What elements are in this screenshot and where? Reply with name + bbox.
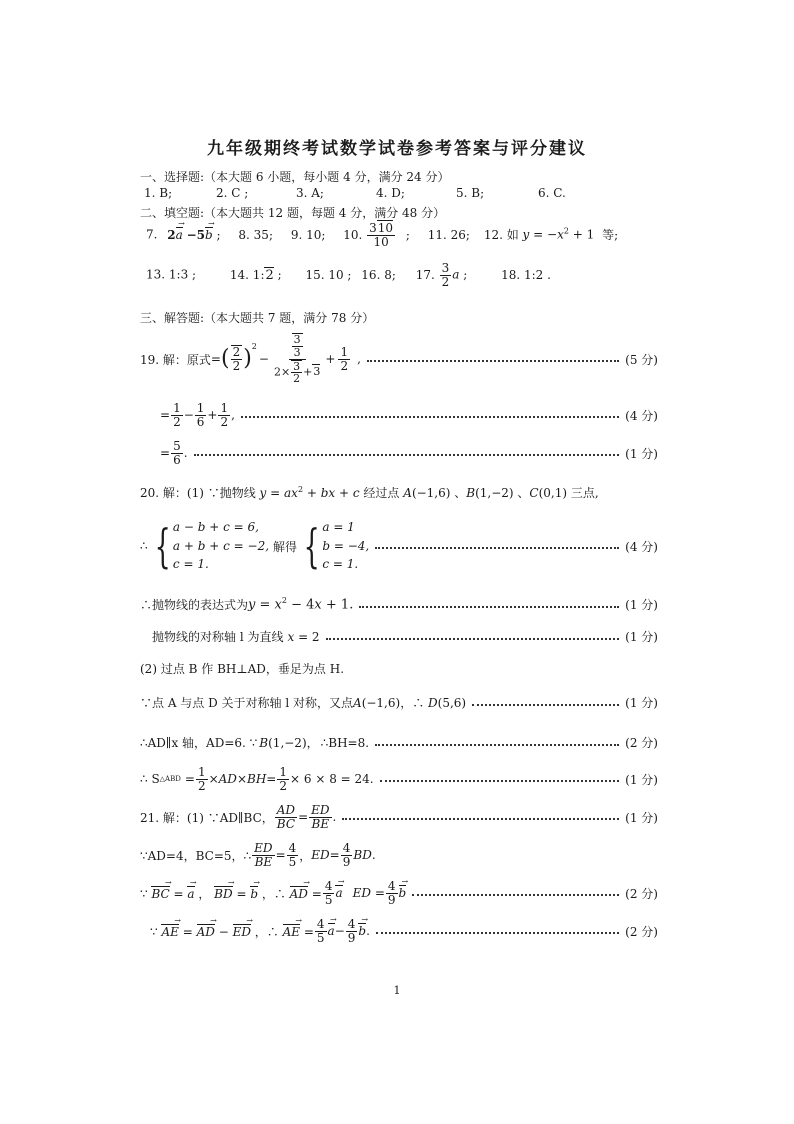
q19-line-1: 19. 解：原式 = ( $\frac{2}{2}$ ) $^2$ − $\frac{3}{3}$ 2× $\frac{3}{2}$ +3 + $\frac{1}{2}$ , (5 分) xyxy=(140,333,658,386)
q20-dots-5 xyxy=(375,744,619,746)
fill-row-1: 7. 2a → −5b → ; 8. 35; 9. 10; 10. $\frac{310}{10}$ ; 11. 26; 12. 如 $y = -x^2 + 1$ 等; xyxy=(146,222,618,248)
q20-line-1: 20. 解：(1) ∵抛物线 $y = ax^2$ + bx + c 经过点 A(−1,6) 、B(1,−2) 、C(0,1) 三点, xyxy=(140,485,599,500)
answer-5: 5. B; xyxy=(456,186,485,200)
q20-area-label: ∴ S xyxy=(140,772,160,786)
q21-line-3: ∵ BC → = a → ， BD → = b → ，∴ AD → = $\frac{4}{5}$ a → ED = $\frac{4}{9}$ b → (2 分) xyxy=(140,876,658,910)
q20-bh-label: ∴BH=8. xyxy=(320,735,370,750)
q19-dots-3 xyxy=(194,454,620,456)
page-number: 1 xyxy=(393,984,401,997)
q19-line-2: = $\frac{1}{2}$ − $\frac{1}{6}$ + $\frac{1}{2}$ , (4 分) xyxy=(160,400,658,429)
q20-system: ∴ { a − b + c = 6, a + b + c = −2, c = 1. 解得 { a = 1 b = −4, c = 1. (4 分) xyxy=(140,519,658,573)
q19-score-2: (4 分) xyxy=(625,408,658,423)
section1-heading: 一、选择题:（本大题 6 小题，每小题 4 分，满分 24 分） xyxy=(140,170,450,184)
q21-score-4: (2 分) xyxy=(625,924,658,939)
q20-expr-label: ∴抛物线的表达式为 xyxy=(140,598,249,612)
q20-area: ∴ S △ABD = $\frac{1}{2}$ × AD × BH = $\frac{1}{2}$ × 6 × 8 = 24. (1 分) xyxy=(140,764,658,793)
q20-part2: (2) 过点 B 作 BH⊥AD，垂足为点 H. xyxy=(140,662,345,676)
q21-line2-label: ∵AD=4，BC=5，∴ xyxy=(140,848,252,863)
q20-expression: ∴抛物线的表达式为 $y = x^2 - 4x + 1$. (1 分) xyxy=(140,596,658,613)
q20-dots-4 xyxy=(472,704,619,706)
q20-sym-label: ∵点 A 与点 D 关于对称轴 l 对称，又点 xyxy=(140,696,354,710)
q20-axis: 抛物线的对称轴 l 为直线 x = 2 (1 分) xyxy=(152,629,658,644)
section3-heading: 三、解答题:（本大题共 7 题，满分 78 分） xyxy=(140,311,375,325)
q19-score-1: (5 分) xyxy=(625,352,658,367)
q16-answer: 16. 8; xyxy=(361,267,396,282)
q20-symmetry: ∵点 A 与点 D 关于对称轴 l 对称，又点 A(−1,6)，∴ D(5,6) (1 分) xyxy=(140,696,658,710)
q20-three-points: 三点, xyxy=(570,486,599,500)
answer-2: 2. C ; xyxy=(216,186,249,200)
q20-dots-6 xyxy=(380,780,620,782)
q14-answer: 14. 1: xyxy=(229,267,265,282)
answer-3: 3. A; xyxy=(296,186,324,200)
q21-dots-4 xyxy=(376,932,619,934)
q9-answer: 9. 10; xyxy=(290,227,326,242)
q20-score-5: (2 分) xyxy=(625,736,658,750)
answer-6: 6. C. xyxy=(538,186,566,200)
section2-heading: 二、填空题:（本大题共 12 题，每题 4 分，满分 48 分） xyxy=(140,206,446,220)
q12-suffix: 等; xyxy=(602,227,619,242)
q21-line-2: ∵AD=4，BC=5，∴ $\frac{ED}{BE}$ = $\frac{4}{5}$ ， ED = $\frac{4}{9}$ BD . xyxy=(140,841,376,869)
q20-dots-3 xyxy=(326,638,620,640)
fill-row-2: 13. 1:3 ; 14. 1:2 ; 15. 10 ; 16. 8; 17. $\frac{3}{2}$ a ; 18. 1:2 . xyxy=(146,261,551,289)
q11-answer: 11. 26; xyxy=(427,227,470,242)
q10-fraction: $\frac{310}{10}$ xyxy=(369,221,394,249)
q20-label: 20. 解：(1) ∵抛物线 xyxy=(140,486,256,500)
q21-score-3: (2 分) xyxy=(625,886,658,901)
q20-score-1: (4 分) xyxy=(625,539,658,554)
q21-line-4: ∵ AE → = AD → − ED → ，∴ AE → = $\frac{4}{5}$ a → − $\frac{4}{9}$ b → . (2 分) xyxy=(150,914,658,948)
q19-dots-2 xyxy=(241,416,619,418)
q21-dots-1 xyxy=(342,818,619,820)
q19-label: 19. 解：原式 xyxy=(140,352,211,367)
q19-score-3: (1 分) xyxy=(625,446,658,461)
q18-answer: 18. 1:2 . xyxy=(501,267,551,282)
q15-answer: 15. 10 ; xyxy=(305,267,352,282)
q17-fraction: $\frac{3}{2}$ xyxy=(441,261,450,289)
q19-dots-1 xyxy=(367,360,619,362)
q20-dots-2 xyxy=(359,606,619,608)
q20-ad-label: ∴AD∥x 轴，AD=6. ∵ xyxy=(140,736,258,750)
q7-number: 7. xyxy=(146,227,158,242)
q20-score-3: (1 分) xyxy=(625,630,658,644)
q21-label: 21. 解：(1) ∵AD∥BC， xyxy=(140,810,274,825)
q20-score-2: (1 分) xyxy=(625,598,658,612)
answer-4: 4. D; xyxy=(376,186,405,200)
answer-1: 1. B; xyxy=(144,186,173,200)
q13-answer: 13. 1:3 ; xyxy=(146,267,197,282)
q20-dots-1 xyxy=(375,547,619,549)
q20-through: 经过点 xyxy=(363,486,400,500)
q19-line-3: = $\frac{5}{6}$ . (1 分) xyxy=(160,438,658,467)
q20-solve-word: 解得 xyxy=(273,539,298,554)
q8-answer: 8. 35; xyxy=(238,227,273,242)
q20-axis-label: 抛物线的对称轴 l 为直线 xyxy=(152,630,284,644)
page-title: 九年级期终考试数学试卷参考答案与评分建议 xyxy=(207,139,587,159)
q10-number: 10. xyxy=(343,227,363,242)
q21-line-1: 21. 解：(1) ∵AD∥BC， $\frac{AD}{BC}$ = $\frac{ED}{BE}$ . (1 分) xyxy=(140,802,658,831)
q21-score-1: (1 分) xyxy=(625,810,658,825)
q17-number: 17. xyxy=(415,267,435,282)
q21-dots-3 xyxy=(412,894,619,896)
q20-score-6: (1 分) xyxy=(625,772,658,787)
q20-score-4: (1 分) xyxy=(625,696,658,710)
section1-answers xyxy=(144,186,598,200)
q20-ad: ∴AD∥x 轴，AD=6. ∵ B(1,−2)， ∴BH=8. (2 分) xyxy=(140,735,658,750)
q12-number: 12. 如 xyxy=(483,227,519,242)
